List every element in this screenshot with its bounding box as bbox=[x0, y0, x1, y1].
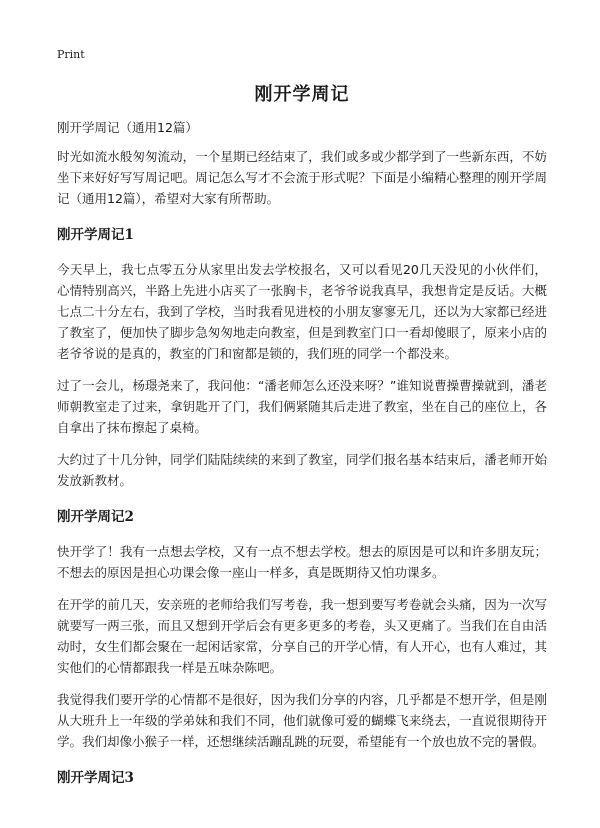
print-link[interactable]: Print bbox=[57, 48, 85, 61]
section-1-paragraph-2: 过了一会儿，杨璟尧来了，我问他：“潘老师怎么还没来呀？”谁知说曹操曹操就到，潘老师朝教室走了过来，拿钥匙开了门，我们俩紧随其后走进了教室，坐在自己的座位上，各自拿出了抹布擦起了桌椅。 bbox=[57, 378, 547, 435]
section-2-paragraph-1: 快开学了！我有一点想去学校，又有一点不想去学校。想去的原因是可以和许多朋友玩；不想去的原因是担心功课会像一座山一样多，真是既期待又怕功课多。 bbox=[57, 544, 547, 580]
page-title: 刚开学周记 bbox=[254, 84, 350, 105]
section-1-paragraph-3: 大约过了十几分钟，同学们陆陆续续的来到了教室，同学们报名基本结束后，潘老师开始发放新教材。 bbox=[57, 452, 547, 488]
section-1-paragraph-1: 今天早上，我七点零五分从家里出发去学校报名，又可以看见20几天没见的小伙伴们，心情特别高兴，半路上先进小店买了一张胸卡，老爷爷说我真早，我想肯定是反话。大概七点二十分左右，我到了学校，当时我看见进校的小朋友寥寥无几，还以为大家都已经进了教室了，便加快了脚步急匆匆地走向教室，但是到教室门口一看却傻眼了，原来小店的老爷爷说的是真的，教室的门和窗都是锁的，我们班的同学一个都没来。 bbox=[57, 262, 547, 361]
article-body bbox=[57, 118, 547, 802]
intro-paragraph: 时光如流水般匆匆流动，一个星期已经结束了，我们或多或少都学到了一些新东西，不妨坐下来好好写写周记吧。周记怎么写才不会流于形式呢？下面是小编精心整理的刚开学周记（通用12篇），希望对大家有所帮助。 bbox=[57, 149, 547, 206]
section-2-paragraph-2: 在开学的前几天，安亲班的老师给我们写考卷，我一想到要写考卷就会头痛，因为一次写就要写一两三张，而且又想到开学后会有更多更多的考卷，头又更痛了。当我们在自由活动时，女生们都会聚在一起闲话家常，分享自己的开学心情，有人开心，也有人难过，其实他们的心情都跟我一样是五味杂陈吧。 bbox=[57, 597, 547, 675]
section-2-paragraph-3: 我觉得我们要开学的心情都不是很好，因为我们分享的内容，几乎都是不想开学，但是刚从大班升上一年级的学弟妹和我们不同，他们就像可爱的蝴蝶飞来绕去，一直说很期待开学。我们却像小猴子一样，还想继续活蹦乱跳的玩耍，希望能有一个放也放不完的暑假。 bbox=[57, 692, 547, 749]
section-heading-2: 刚开学周记2 bbox=[57, 509, 134, 525]
article-subtitle: 刚开学周记（通用12篇） bbox=[57, 120, 198, 135]
section-heading-3: 刚开学周记3 bbox=[57, 770, 134, 786]
section-heading-1: 刚开学周记1 bbox=[57, 227, 134, 243]
